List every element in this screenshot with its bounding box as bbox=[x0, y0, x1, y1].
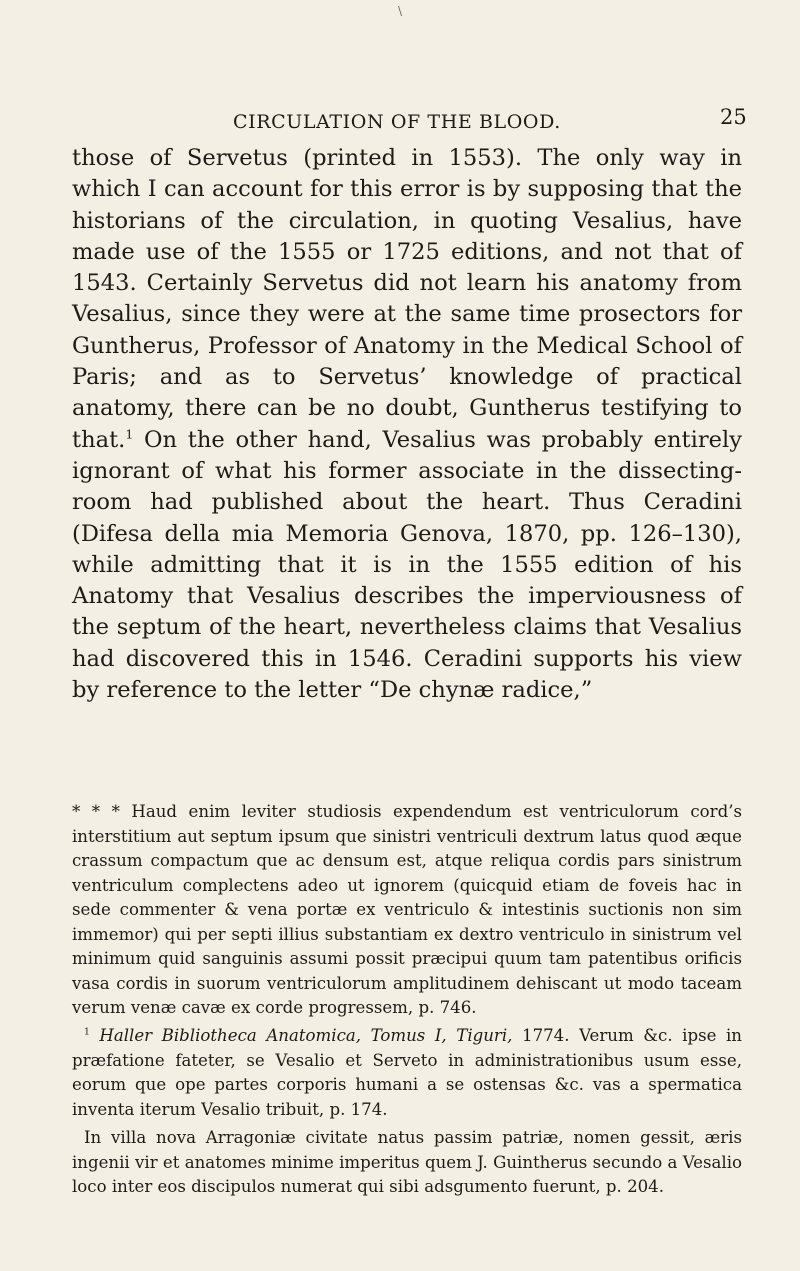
body-text-part-1: those of Servetus (printed in 1553). The only way in which I can account for this error is by supposing that the historians of the circulation, in quoting Vesalius, have made use of the 1555 or 1725 editions, and not that of 1543. Certainly Servetus did not learn his anatomy from Vesalius, since they were at the same time prosectors for Guntherus, Professor of Anatomy in the Medical School of Paris; and as to Servetus’ knowledge of practical anatomy, there can be no doubt, Guntherus testifying to that. bbox=[72, 145, 742, 453]
latin-quotation: * * * Haud enim leviter studiosis expendendum est ventriculorum cord’s interstitium aut septum ipsum que sinistri ventriculi dextrum latus quod æque crassum compactum que ac densum est, atque reliqua cordis pars sinistrum ventriculum complectens adeo ut ignorem (quicquid etiam de foveis hac in sede commenter & vena portæ ex ventriculo & intestinis suctionis non sim immemor) qui per septi illius substantiam ex dextro ventriculo in sinistrum vel minimum quid sanguinis assumi possit præcipui quum tam patentibus orificis vasa cordis in suorum ventriculorum amplitudinem dehiscant ut modo taceam verum venæ cavæ ex corde progressem, p. 746. bbox=[72, 802, 742, 1017]
running-head: CIRCULATION OF THE BLOOD. bbox=[233, 111, 561, 133]
footnote-paragraph-2: In villa nova Arragoniæ civitate natus passim patriæ, nomen gessit, æris ingenii vir et anatomes minime imperitus quem J. Guintherus secundo a Vesalio loco inter eos discipulos numerat qui sibi adsgumento fuerunt, p. 204. bbox=[72, 1128, 742, 1196]
page-header bbox=[0, 105, 800, 135]
footnote-text: 1774. Verum &c. ipse in præfatione fateter, se Vesalio et Serveto in administrationibus usum esse, eorum que ope partes corporis humani a se ostensas &c. vas a spermatica inventa iterum Vesalio tribuit, p. 174. bbox=[72, 1026, 742, 1119]
page-number: 25 bbox=[720, 105, 747, 129]
body-text-part-2: On the other hand, Vesalius was probably entirely ignorant of what his former associate in the dissecting-room had published about the heart. Thus Ceradini (Difesa della mia Memoria Genova, 1870, pp. 126–130), while admitting that it is in the 1555 edition of his Anatomy that Vesalius describes the imperviousness of the septum of the heart, nevertheless claims that Vesalius had discovered this in 1546. Ceradini supports his view by reference to the letter “De chynæ radice,” bbox=[72, 426, 742, 704]
footnote-marker: 1 bbox=[84, 1027, 90, 1038]
body-paragraph bbox=[72, 143, 742, 706]
footnote-reference: 1 bbox=[125, 426, 134, 442]
scan-mark: \ bbox=[398, 4, 403, 18]
footnote bbox=[72, 1024, 742, 1200]
footnote-citation: Haller Bibliotheca Anatomica, Tomus I, Tiguri, bbox=[99, 1026, 513, 1045]
footnote-paragraph-1 bbox=[72, 1024, 742, 1122]
